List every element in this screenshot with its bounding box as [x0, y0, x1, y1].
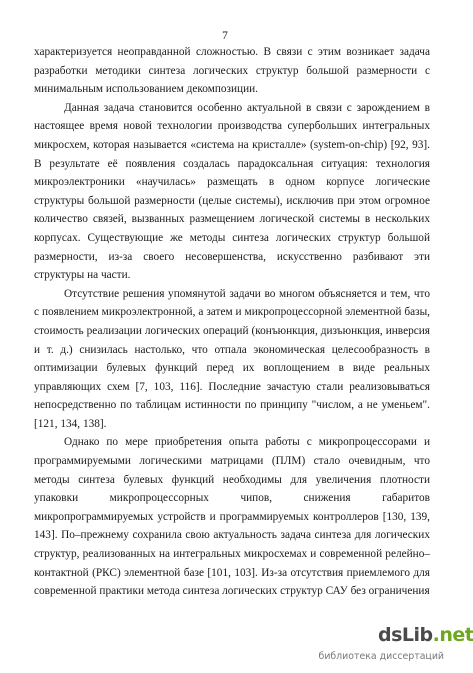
paragraph: Отсутствие решения упомянутой задачи во многом объясняется и тем, что с появлением микроэлектронной, а затем и микропроцессорной элементной базы, стоимость реализации логических операций (конъюнкция, дизъюнкция, инверсия и т. д.) снизилась настолько, что отпала экономическая целесообразность в оптимизации булевых функций перед их воплощением в виде реальных управляющих схем [7, 103, 116]. Последние зачастую стали реализовываться непосредственно по таблицам истинности по принципу "числом, а не уменьем". [121, 134, 138]. [34, 287, 430, 430]
paragraph: Данная задача становится особенно актуальной в связи с зарождением в настоящее время новой технологии производства супербольших интегральных микросхем, которая называется «система на кристалле» (system-on-chip) [92, 93]. В результате её появления создалась парадоксальная ситуация: технология микроэлектроники «научилась» размещать в одном корпусе логические структуры большой размерности (целые системы), исключив при этом огромное количество связей, вызванных размещением логической системы в нескольких корпусах. Существующие же методы синтеза логических структур большой размерности, из-за своего несовершенства, искусственно разбивают эти структуры на части. [34, 101, 430, 282]
document-body [34, 43, 430, 601]
logo-text: dsLib [378, 624, 433, 646]
logo-tld: net [439, 624, 473, 646]
paragraph: характеризуется неоправданной сложностью. В связи с этим возникает задача разработки методики синтеза логических структур большой размерности с минимальным использованием декомпозиции. [34, 46, 430, 96]
page-number: 7 [222, 30, 228, 42]
dslib-logo [378, 624, 473, 646]
dslib-watermark[interactable] [304, 620, 473, 670]
watermark-tagline: библиотека диссертаций [318, 651, 444, 662]
logo-dot: . [432, 624, 440, 646]
paragraph: Однако по мере приобретения опыта работы с микропроцессорами и программируемыми логическими матрицами (ПЛМ) стало очевидным, что методы синтеза булевых функций необходимы для увеличения плотности упаковки микропроцессорных чипов, снижения габаритов микропрограммируемых устройств и программируемых контроллеров [130, 139, 143]. По–прежнему сохранила свою актуальность задача синтеза для логических структур, реализованных на интегральных микросхемах и современной релейно–контактной (РКС) элементной базе [101, 103]. Из-за отсутствия приемлемого для современной практики метода синтеза логических структур САУ без ограничения [34, 436, 430, 598]
